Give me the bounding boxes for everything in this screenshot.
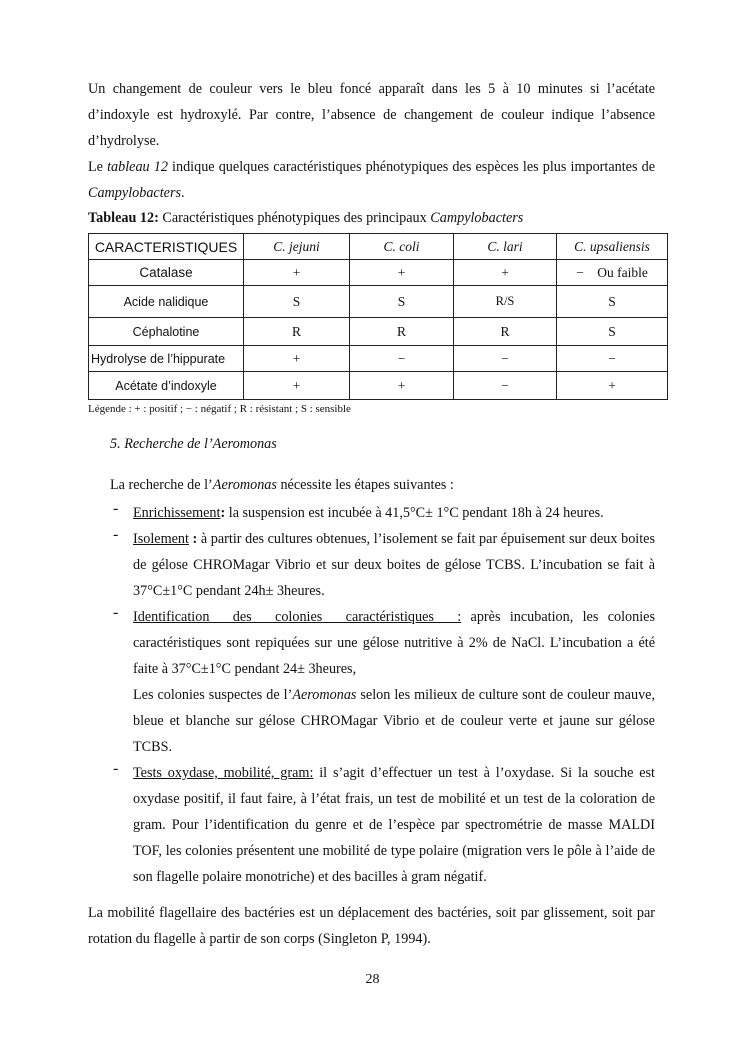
section-intro xyxy=(110,474,655,496)
table-row xyxy=(89,286,668,318)
step-text xyxy=(133,526,655,604)
genus-name: Aeromonas xyxy=(292,687,357,703)
table-cell: S xyxy=(557,318,668,346)
table-cell: R xyxy=(244,318,350,346)
text-run: . xyxy=(181,185,185,201)
step-label: Isolement xyxy=(133,531,189,547)
table-cell: − xyxy=(350,346,454,372)
table-row xyxy=(89,372,668,400)
table-cell: − xyxy=(454,346,557,372)
table-legend: Légende : + : positif ; − : négatif ; R : résistant ; S : sensible xyxy=(88,403,351,415)
genus-name: Aeromonas xyxy=(212,477,277,493)
paragraph-mobility: La mobilité flagellaire des bactéries est un déplacement des bactéries, soit par glissement, soit par rotation du flagelle à partir de son corps (Singleton P, 1994). xyxy=(88,905,655,947)
table-cell: − xyxy=(454,372,557,400)
table-cell: R xyxy=(350,318,454,346)
list-dash: - xyxy=(113,526,119,543)
step-label: Identification des colonies caractéristiques : xyxy=(133,609,462,625)
step-enrichment xyxy=(88,500,655,526)
table-cell: + xyxy=(244,260,350,286)
caption-label: Tableau 12: xyxy=(88,210,159,226)
table-cell: S xyxy=(350,286,454,318)
step-text xyxy=(133,760,655,890)
table-cell: + xyxy=(454,260,557,286)
row-label: Acétate d’indoxyle xyxy=(89,372,244,400)
step-text xyxy=(133,500,655,526)
list-dash: - xyxy=(113,500,119,517)
table-reference: tableau 12 xyxy=(107,159,168,175)
step-text-continued xyxy=(133,682,655,760)
text-run: selon les milieux de culture sont de couleur mauve, bleue et blanche sur gélose CHROMagar Vibrio et de couleur verte et jaune sur gélose TCBS. xyxy=(133,687,656,755)
header-cell: C. coli xyxy=(350,234,454,260)
step-tests xyxy=(88,760,655,890)
header-cell: C. jejuni xyxy=(244,234,350,260)
table-cell: S xyxy=(244,286,350,318)
text-run: Les colonies suspectes de l’ xyxy=(133,687,293,703)
table-cell: + xyxy=(350,372,454,400)
step-identification xyxy=(88,604,655,760)
text-run: à partir des cultures obtenues, l’isolement se fait par épuisement sur deux boites de gélose CHROMagar Vibrio et sur deux boites de gélose TCBS. L’incubation se fait à 37°C±1°C pendant 24h± 3heures. xyxy=(133,531,655,599)
text-run: La recherche de l’ xyxy=(110,477,213,493)
page-number: 28 xyxy=(365,972,380,987)
row-label: Céphalotine xyxy=(89,318,244,346)
table-row xyxy=(89,346,668,372)
table-cell: + xyxy=(244,346,350,372)
table-caption xyxy=(88,207,655,229)
row-label: Catalase xyxy=(89,260,244,286)
list-dash: - xyxy=(113,604,119,621)
table-cell: S xyxy=(557,286,668,318)
caption-genus: Campylobacters xyxy=(430,210,524,226)
table-cell: + xyxy=(557,372,668,400)
phenotypic-table xyxy=(88,233,668,400)
step-colon: : xyxy=(188,531,198,547)
table-cell: − xyxy=(557,346,668,372)
caption-text: Caractéristiques phénotypiques des principaux xyxy=(158,210,431,226)
step-colon: : xyxy=(220,505,226,521)
table-row xyxy=(89,318,668,346)
text-run: après incubation, les colonies caractéristiques sont repiquées sur une gélose nutritive à 2% de NaCl. L’incubation a été faite à 37°C±1°C pendant 24± 3heures, xyxy=(133,609,655,677)
genus-name: Campylobacters xyxy=(88,185,181,201)
header-cell: C. upsaliensis xyxy=(557,234,668,260)
table-cell: + xyxy=(350,260,454,286)
table-cell: R/S xyxy=(454,286,557,318)
row-label: Hydrolyse de l’hippurate xyxy=(89,346,244,372)
step-label: Tests oxydase, mobilité, gram: xyxy=(133,765,314,781)
text-run: la suspension est incubée à 41,5°C± 1°C pendant 18h à 24 heures. xyxy=(225,505,604,521)
header-cell: CARACTERISTIQUES xyxy=(89,234,244,260)
step-label: Enrichissement xyxy=(133,505,221,521)
header-cell: C. lari xyxy=(454,234,557,260)
step-isolation xyxy=(88,526,655,604)
text-run: indique quelques caractéristiques phénotypiques des espèces les plus importantes de xyxy=(167,159,655,175)
text-run: il s’agit d’effectuer un test à l’oxydase. Si la souche est oxydase positif, il faut faire, à l’état frais, un test de mobilité et un test de la coloration de gram. Pour l’identification du genre et de l’espèce par spectrométrie de masse MALDI TOF, les colonies présentent une mobilité de type polaire (migration vers le pôle à l’aide de son flagelle polaire monotriche) et des bacilles à gram négatif. xyxy=(133,765,655,885)
document-page xyxy=(88,76,655,952)
section-heading: 5. Recherche de l’Aeromonas xyxy=(110,436,277,452)
text-run: nécessite les étapes suivantes : xyxy=(276,477,454,493)
list-dash: - xyxy=(113,760,119,777)
paragraph-indoxyl: Un changement de couleur vers le bleu foncé apparaît dans les 5 à 10 minutes si l’acétate d’indoxyle est hydroxylé. Par contre, l’absence de changement de couleur indique l’absence d’hydrolyse. xyxy=(88,81,655,149)
paragraph-table-intro xyxy=(88,154,655,206)
step-text xyxy=(133,604,655,682)
table-header-row xyxy=(89,234,668,260)
table-cell: − Ou faible xyxy=(557,260,668,286)
table-cell: + xyxy=(244,372,350,400)
table-cell: R xyxy=(454,318,557,346)
text-run: Le xyxy=(88,159,108,175)
table-row xyxy=(89,260,668,286)
row-label: Acide nalidique xyxy=(89,286,244,318)
